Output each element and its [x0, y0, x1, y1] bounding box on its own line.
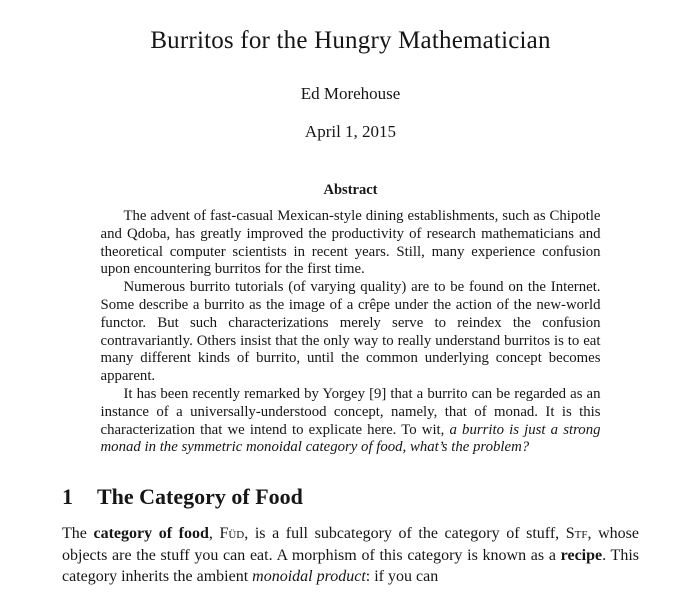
- abstract-paragraph: Numerous burrito tutorials (of varying quality) are to be found on the Internet. Some describe a burrito as the image of a crêpe under the action of the new-world functor. But such characterizations merely serve to reindex the confusion contravariantly. Others insist that the only way to really understand burritos is to eat many different kinds of burrito, until the common underlying concept becomes apparent.: [100, 279, 601, 385]
- section-heading: [62, 484, 639, 510]
- abstract-heading: Abstract: [323, 182, 378, 198]
- abstract-section: [101, 182, 601, 457]
- paper-date: April 1, 2015: [304, 122, 397, 141]
- abstract-paragraph: It has been recently remarked by Yorgey [9] that a burrito can be regarded as an instance of a universally-understood concept, namely, that of monad. It is this characterization that we intend to explicate here. To wit, a burrito is just a strong monad in the symmetric monoidal category of food, what’s the problem?: [100, 385, 601, 456]
- section-title: The Category of Food: [97, 484, 303, 510]
- paper-author: Ed Morehouse: [300, 84, 401, 103]
- body-paragraph: The category of food, Füd, is a full subcategory of the category of stuff, Stf, whose objects are the stuff you can eat. A morphism of this category is known as a recipe. This category inherits the ambient monoidal product: if you can: [62, 525, 640, 586]
- section-number: 1: [62, 484, 73, 510]
- abstract-paragraph: The advent of fast-casual Mexican-style dining establishments, such as Chipotle and Qdoba, has greatly improved the productivity of research mathematicians and theoretical computer scientists in recent years. Still, many experience confusion upon encountering burritos for the first time.: [100, 208, 601, 278]
- paper-title: Burritos for the Hungry Mathematician: [150, 27, 551, 54]
